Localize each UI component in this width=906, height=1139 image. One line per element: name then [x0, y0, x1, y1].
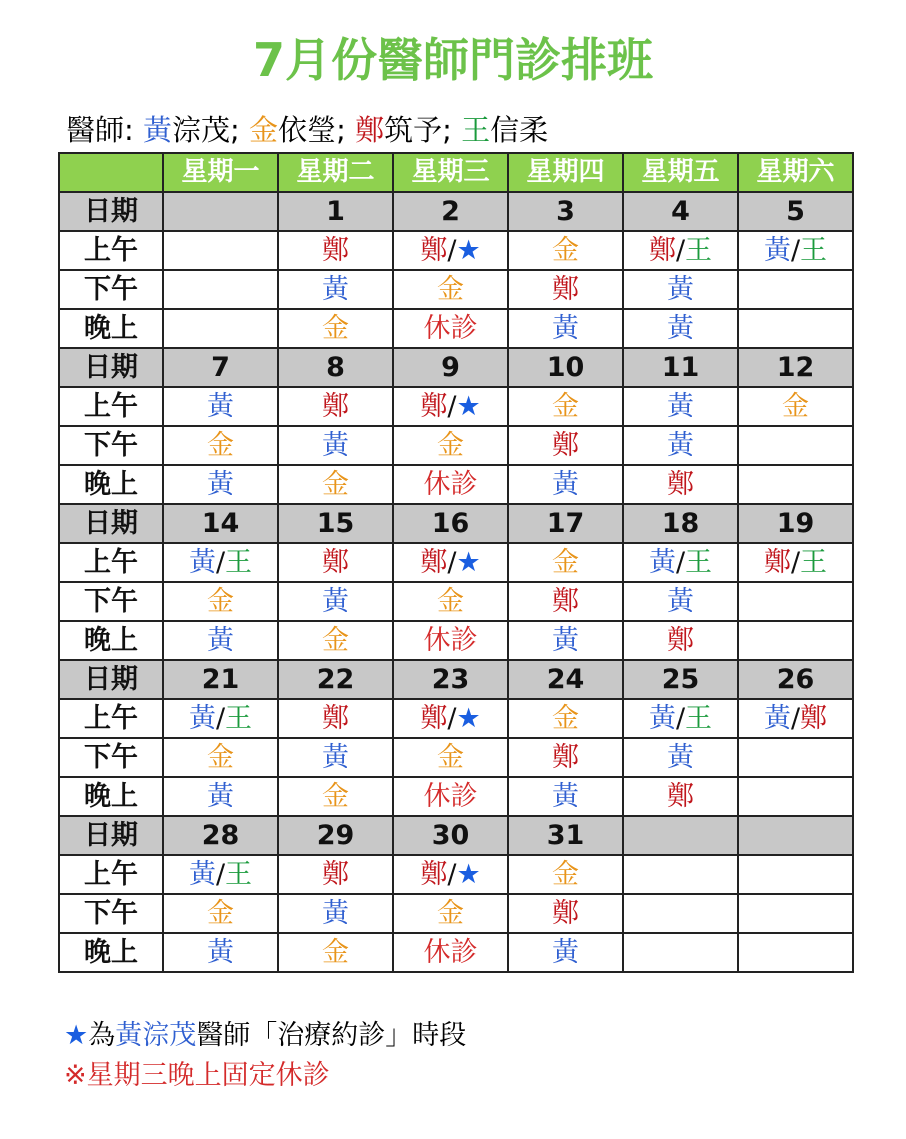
schedule-cell [163, 699, 278, 738]
shift-label: 晚上 [59, 621, 163, 660]
star-note-post: 醫師「治療約診」時段 [196, 1020, 467, 1051]
doctor-abbr: 鄭 [667, 781, 694, 812]
doctor-abbr: 鄭 [420, 547, 448, 578]
schedule-cell [508, 582, 623, 621]
schedule-cell [623, 738, 738, 777]
star-icon: ★ [456, 547, 481, 578]
doctor-abbr: 王 [685, 703, 713, 734]
doctor-abbr: 金 [552, 859, 579, 890]
schedule-cell [163, 777, 278, 816]
schedule-cell [508, 426, 623, 465]
date-row [59, 660, 853, 699]
schedule-cell [738, 387, 853, 426]
closed-label: 休診 [423, 313, 478, 344]
date-cell: 7 [163, 348, 278, 387]
separator: / [447, 235, 457, 266]
doctor-abbr: 王 [685, 235, 713, 266]
doctor-abbr: 黃 [667, 586, 694, 617]
date-row-label: 日期 [59, 660, 163, 699]
schedule-cell [393, 582, 508, 621]
schedule-cell [508, 465, 623, 504]
doctor-abbr: 金 [207, 898, 234, 929]
closed-label: 休診 [423, 625, 478, 656]
schedule-cell [393, 387, 508, 426]
doctor-abbr: 金 [552, 703, 579, 734]
doctor-abbr: 黃 [667, 391, 694, 422]
schedule-cell [623, 387, 738, 426]
date-cell: 5 [738, 192, 853, 231]
doctor-abbr: 黃 [207, 781, 234, 812]
doctor-abbr: 黃 [648, 547, 676, 578]
schedule-cell [393, 621, 508, 660]
schedule-cell [508, 699, 623, 738]
weekday-header: 星期二 [278, 153, 393, 192]
doctor-abbr: 鄭 [420, 391, 448, 422]
doctor-abbr: 金 [437, 430, 464, 461]
doctor-abbr: 黃 [207, 391, 234, 422]
star-icon: ★ [456, 391, 481, 422]
schedule-cell [508, 777, 623, 816]
reference-mark-icon: ※ [64, 1060, 87, 1091]
schedule-cell [163, 387, 278, 426]
date-cell: 10 [508, 348, 623, 387]
shift-label: 上午 [59, 231, 163, 270]
legend-doctor-1-rest: 依瑩 [278, 113, 337, 147]
separator: / [447, 859, 457, 890]
shift-label: 上午 [59, 387, 163, 426]
schedule-cell [278, 465, 393, 504]
doctor-abbr: 金 [437, 898, 464, 929]
doctor-abbr: 黃 [188, 703, 216, 734]
shift-row [59, 270, 853, 309]
doctor-abbr: 金 [207, 586, 234, 617]
shift-row [59, 738, 853, 777]
schedule-cell [508, 387, 623, 426]
legend-doctor-0-abbr: 黃 [143, 113, 173, 147]
shift-label: 下午 [59, 270, 163, 309]
shift-row [59, 699, 853, 738]
date-cell: 28 [163, 816, 278, 855]
doctor-abbr: 黃 [552, 937, 579, 968]
doctor-abbr: 鄭 [667, 469, 694, 500]
date-cell: 8 [278, 348, 393, 387]
doctor-abbr: 鄭 [322, 391, 349, 422]
schedule-cell [278, 894, 393, 933]
doctor-abbr: 王 [800, 235, 828, 266]
schedule-cell [163, 933, 278, 972]
date-row [59, 816, 853, 855]
schedule-cell [278, 543, 393, 582]
schedule-cell [738, 465, 853, 504]
doctor-abbr: 金 [322, 313, 349, 344]
legend-sep-2: ; [442, 113, 462, 147]
shift-row [59, 894, 853, 933]
doctor-abbr: 黃 [207, 469, 234, 500]
schedule-cell [623, 231, 738, 270]
schedule-cell [278, 738, 393, 777]
schedule-cell [163, 543, 278, 582]
date-cell: 23 [393, 660, 508, 699]
doctor-abbr: 鄭 [322, 703, 349, 734]
doctor-abbr: 黃 [552, 469, 579, 500]
schedule-cell [738, 543, 853, 582]
shift-row [59, 465, 853, 504]
schedule-table [58, 152, 854, 973]
doctor-abbr: 金 [437, 586, 464, 617]
star-icon: ★ [456, 235, 481, 266]
doctor-abbr: 黃 [667, 430, 694, 461]
schedule-cell [393, 699, 508, 738]
schedule-cell [278, 231, 393, 270]
date-row [59, 348, 853, 387]
shift-label: 晚上 [59, 465, 163, 504]
shift-label: 下午 [59, 582, 163, 621]
date-row [59, 504, 853, 543]
schedule-cell [508, 621, 623, 660]
schedule-cell [163, 738, 278, 777]
doctor-abbr: 金 [322, 937, 349, 968]
schedule-cell [393, 465, 508, 504]
doctor-abbr: 金 [322, 781, 349, 812]
date-cell: 12 [738, 348, 853, 387]
schedule-cell [623, 582, 738, 621]
schedule-cell [738, 582, 853, 621]
schedule-cell [163, 465, 278, 504]
weekday-header: 星期五 [623, 153, 738, 192]
date-cell: 30 [393, 816, 508, 855]
doctor-legend [66, 110, 548, 150]
separator: / [215, 859, 226, 890]
schedule-cell [278, 699, 393, 738]
schedule-cell [163, 855, 278, 894]
closed-note [64, 1058, 330, 1094]
shift-row [59, 933, 853, 972]
schedule-cell [738, 621, 853, 660]
schedule-cell [393, 894, 508, 933]
schedule-cell [623, 855, 738, 894]
shift-label: 晚上 [59, 777, 163, 816]
date-cell: 21 [163, 660, 278, 699]
doctor-abbr: 王 [225, 859, 253, 890]
doctor-abbr: 黃 [667, 313, 694, 344]
date-cell: 31 [508, 816, 623, 855]
separator: / [675, 235, 686, 266]
shift-row [59, 387, 853, 426]
schedule-cell [623, 699, 738, 738]
weekday-header: 星期三 [393, 153, 508, 192]
separator: / [447, 547, 457, 578]
doctor-abbr: 王 [800, 547, 828, 578]
shift-row [59, 309, 853, 348]
legend-sep-1: ; [336, 113, 356, 147]
weekday-header: 星期一 [163, 153, 278, 192]
schedule-cell [163, 426, 278, 465]
legend-doctor-3-rest: 信柔 [490, 113, 549, 147]
doctor-abbr: 鄭 [322, 235, 349, 266]
doctor-abbr: 黃 [322, 586, 349, 617]
doctor-abbr: 黃 [763, 703, 791, 734]
schedule-cell [163, 621, 278, 660]
doctor-abbr: 鄭 [322, 547, 349, 578]
separator: / [790, 703, 801, 734]
star-note-doctor: 黃淙茂 [115, 1020, 197, 1051]
schedule-cell [623, 426, 738, 465]
schedule-cell [278, 777, 393, 816]
schedule-cell [163, 894, 278, 933]
schedule-cell [738, 894, 853, 933]
schedule-cell [278, 309, 393, 348]
doctor-abbr: 鄭 [420, 859, 448, 890]
shift-row [59, 777, 853, 816]
shift-row [59, 426, 853, 465]
legend-doctor-3-abbr: 王 [461, 113, 491, 147]
doctor-abbr: 黃 [322, 898, 349, 929]
schedule-cell [623, 270, 738, 309]
shift-label: 下午 [59, 426, 163, 465]
doctor-abbr: 鄭 [648, 235, 676, 266]
schedule-cell [393, 543, 508, 582]
date-cell: 11 [623, 348, 738, 387]
star-icon: ★ [456, 859, 481, 890]
schedule-cell [278, 270, 393, 309]
doctor-abbr: 鄭 [322, 859, 349, 890]
doctor-abbr: 金 [782, 391, 809, 422]
schedule-cell [738, 738, 853, 777]
schedule-cell [278, 582, 393, 621]
star-note [64, 1018, 466, 1054]
schedule-cell [393, 933, 508, 972]
schedule-cell [393, 426, 508, 465]
schedule-cell [738, 933, 853, 972]
schedule-cell [508, 543, 623, 582]
separator: / [447, 391, 457, 422]
date-cell: 24 [508, 660, 623, 699]
star-icon: ★ [456, 703, 481, 734]
date-cell: 29 [278, 816, 393, 855]
doctor-abbr: 黃 [552, 313, 579, 344]
date-row-label: 日期 [59, 816, 163, 855]
schedule-cell [623, 933, 738, 972]
date-row [59, 192, 853, 231]
legend-doctor-1-abbr: 金 [249, 113, 279, 147]
schedule-cell [393, 309, 508, 348]
date-cell: 19 [738, 504, 853, 543]
date-cell: 18 [623, 504, 738, 543]
schedule-cell [623, 309, 738, 348]
doctor-abbr: 黃 [207, 937, 234, 968]
doctor-abbr: 黃 [648, 703, 676, 734]
closed-label: 休診 [423, 781, 478, 812]
doctor-abbr: 金 [322, 625, 349, 656]
schedule-cell [623, 465, 738, 504]
schedule-cell [163, 582, 278, 621]
schedule-cell [163, 309, 278, 348]
page-title: 7月份醫師門診排班 [252, 33, 653, 87]
doctor-abbr: 黃 [322, 430, 349, 461]
schedule-cell [738, 231, 853, 270]
legend-doctor-0-rest: 淙茂 [172, 113, 231, 147]
schedule-cell [738, 426, 853, 465]
schedule-cell [738, 309, 853, 348]
shift-row [59, 582, 853, 621]
doctor-abbr: 金 [437, 274, 464, 305]
doctor-abbr: 鄭 [552, 742, 579, 773]
doctor-abbr: 鄭 [800, 703, 828, 734]
date-cell: 15 [278, 504, 393, 543]
doctor-abbr: 黃 [667, 742, 694, 773]
schedule-cell [393, 270, 508, 309]
schedule-cell [508, 894, 623, 933]
shift-label: 下午 [59, 738, 163, 777]
date-cell [738, 816, 853, 855]
doctor-abbr: 鄭 [667, 625, 694, 656]
shift-row [59, 231, 853, 270]
date-cell: 9 [393, 348, 508, 387]
schedule-cell [508, 270, 623, 309]
doctor-abbr: 鄭 [420, 235, 448, 266]
doctor-abbr: 金 [552, 391, 579, 422]
separator: / [790, 235, 801, 266]
schedule-cell [508, 309, 623, 348]
shift-row [59, 855, 853, 894]
doctor-abbr: 鄭 [420, 703, 448, 734]
schedule-cell [623, 777, 738, 816]
schedule-cell [393, 738, 508, 777]
doctor-abbr: 鄭 [552, 430, 579, 461]
doctor-abbr: 王 [685, 547, 713, 578]
schedule-cell [393, 231, 508, 270]
doctor-abbr: 黃 [207, 625, 234, 656]
doctor-abbr: 黃 [322, 742, 349, 773]
star-icon: ★ [64, 1020, 89, 1051]
star-note-pre: 為 [88, 1020, 116, 1051]
date-row-label: 日期 [59, 348, 163, 387]
doctor-abbr: 金 [552, 547, 579, 578]
schedule-cell [738, 270, 853, 309]
date-cell: 14 [163, 504, 278, 543]
date-cell [623, 816, 738, 855]
shift-row [59, 621, 853, 660]
shift-label: 下午 [59, 894, 163, 933]
closed-label: 休診 [423, 937, 478, 968]
date-cell: 3 [508, 192, 623, 231]
doctor-abbr: 鄭 [552, 898, 579, 929]
date-cell: 25 [623, 660, 738, 699]
doctor-abbr: 金 [207, 430, 234, 461]
doctor-abbr: 金 [552, 235, 579, 266]
doctor-abbr: 王 [225, 703, 253, 734]
doctor-abbr: 鄭 [552, 274, 579, 305]
schedule-cell [278, 621, 393, 660]
schedule-cell [738, 855, 853, 894]
schedule-cell [623, 894, 738, 933]
schedule-cell [393, 777, 508, 816]
doctor-abbr: 王 [225, 547, 253, 578]
date-cell: 2 [393, 192, 508, 231]
date-cell: 1 [278, 192, 393, 231]
schedule-cell [508, 855, 623, 894]
date-cell [163, 192, 278, 231]
doctor-abbr: 黃 [188, 859, 216, 890]
doctor-abbr: 金 [207, 742, 234, 773]
doctor-abbr: 鄭 [552, 586, 579, 617]
doctor-abbr: 金 [322, 469, 349, 500]
doctor-abbr: 黃 [322, 274, 349, 305]
schedule-cell [738, 699, 853, 738]
legend-sep-0: ; [230, 113, 250, 147]
shift-label: 晚上 [59, 309, 163, 348]
shift-row [59, 543, 853, 582]
doctor-abbr: 金 [437, 742, 464, 773]
date-cell: 26 [738, 660, 853, 699]
legend-doctor-2-abbr: 鄭 [355, 113, 385, 147]
date-cell: 4 [623, 192, 738, 231]
date-row-label: 日期 [59, 192, 163, 231]
schedule-body [59, 153, 853, 972]
schedule-cell [163, 231, 278, 270]
schedule-cell [163, 270, 278, 309]
schedule-cell [508, 933, 623, 972]
weekday-header-row [59, 153, 853, 192]
doctor-abbr: 黃 [552, 625, 579, 656]
closed-label: 休診 [423, 469, 478, 500]
doctor-abbr: 黃 [667, 274, 694, 305]
date-cell: 22 [278, 660, 393, 699]
shift-label: 上午 [59, 543, 163, 582]
doctor-abbr: 黃 [188, 547, 216, 578]
separator: / [790, 547, 801, 578]
doctor-abbr: 黃 [552, 781, 579, 812]
schedule-cell [278, 387, 393, 426]
shift-label: 晚上 [59, 933, 163, 972]
separator: / [447, 703, 457, 734]
separator: / [215, 703, 226, 734]
date-row-label: 日期 [59, 504, 163, 543]
legend-doctor-2-rest: 筑予 [384, 113, 443, 147]
schedule-cell [508, 231, 623, 270]
shift-label: 上午 [59, 855, 163, 894]
schedule-cell [393, 855, 508, 894]
closed-note-text: 星期三晚上固定休診 [86, 1060, 330, 1091]
weekday-header: 星期六 [738, 153, 853, 192]
header-corner [59, 153, 163, 192]
schedule-cell [623, 621, 738, 660]
legend-prefix: 醫師: [66, 113, 143, 147]
separator: / [675, 703, 686, 734]
shift-label: 上午 [59, 699, 163, 738]
date-cell: 16 [393, 504, 508, 543]
schedule-cell [508, 738, 623, 777]
doctor-abbr: 鄭 [763, 547, 791, 578]
weekday-header: 星期四 [508, 153, 623, 192]
schedule-cell [278, 933, 393, 972]
separator: / [675, 547, 686, 578]
schedule-cell [623, 543, 738, 582]
schedule-cell [278, 426, 393, 465]
doctor-abbr: 黃 [763, 235, 791, 266]
schedule-cell [738, 777, 853, 816]
date-cell: 17 [508, 504, 623, 543]
schedule-cell [278, 855, 393, 894]
separator: / [215, 547, 226, 578]
